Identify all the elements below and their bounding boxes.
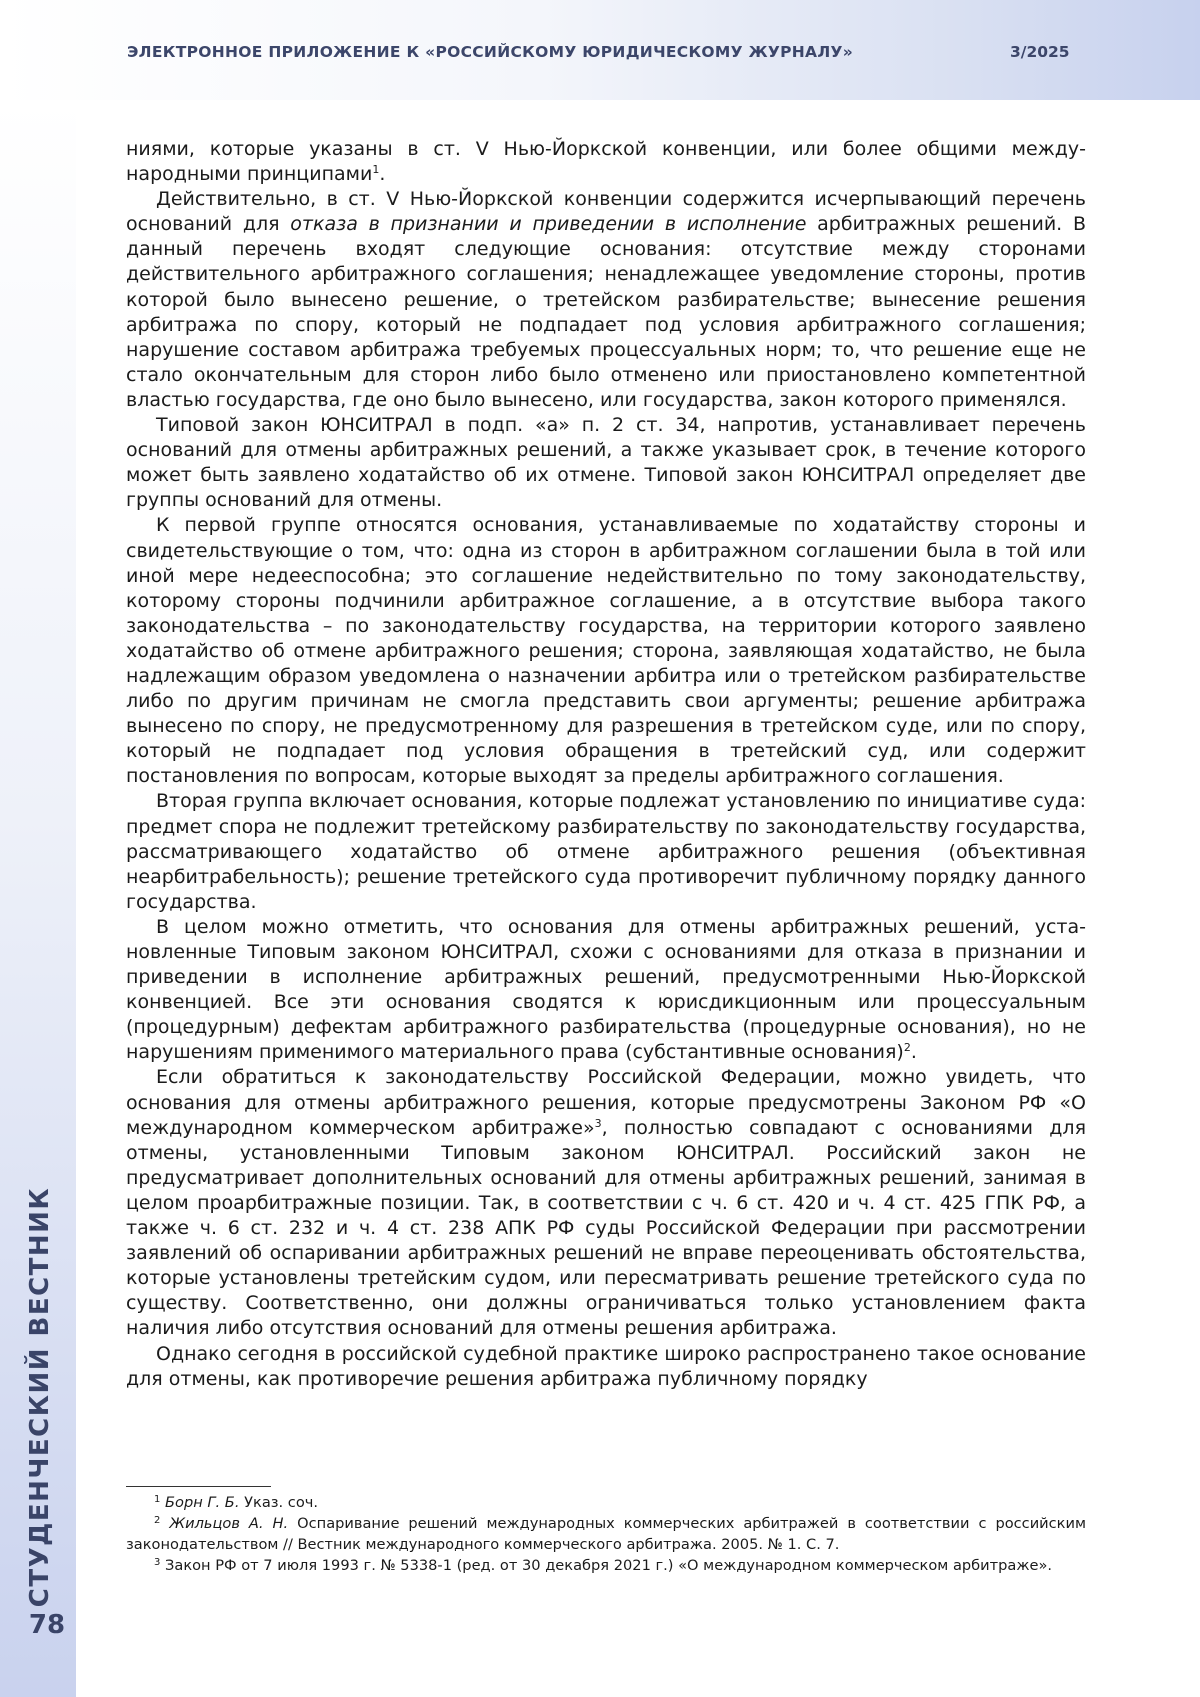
section-title: СТУДЕНЧЕСКИЙ ВЕСТНИК: [25, 1187, 55, 1607]
paragraph: Если обратиться к законодательству Российской Федерации, можно увидеть, что основания для отмены арбитражного решения, которые предусмотрены Законом РФ «О международном коммерческом арбитраже»3, полностью совпадают с основания­ми для отмены, установленными Типовым законом ЮНСИТРАЛ. Российский закон не предусматривает дополнительных оснований для отмены арбитражных решений, за­нимая в целом проарбитражные позиции. Так, в соответствии с ч. 6 ст. 420 и ч. 4 ст. 425 ГПК РФ, а также ч. 6 ст. 232 и ч. 4 ст. 238 АПК РФ суды Российской Федерации при рас­смотрении заявлений об оспаривании арбитражных решений не вправе переоце­нивать обстоятельства, которые установлены третейским судом, или пересматривать решение третейского суда по существу. Соответственно, они должны ограничиваться только установлением факта наличия либо отсутствия оснований для отмены реше­ния арбитража.: [126, 1065, 1086, 1341]
article-body: [126, 137, 1086, 1392]
footnote-divider: [126, 1486, 271, 1487]
paragraph: К первой группе относятся основания, устанавливаемые по ходатайству стороны и свидетельствующие о том, что: одна из сторон в арбитражном соглашении была в той или иной мере недееспособна; это соглашение недействительно по тому зако­нодательству, которому стороны подчинили арбитражное соглашение, а в отсутствие выбора такого законодательства – по законодательству государства, на территории которого заявлено ходатайство об отмене арбитражного решения; сторона, заявляю­щая ходатайство, не была надлежащим образом уведомлена о назначении арбитра или о третейском разбирательстве либо по другим причинам не смогла представить свои аргументы; решение арбитража вынесено по спору, не предусмотренному для разрешения в третейском суде, или по спору, который не подпадает под условия об­ращения в третейский суд, или содержит постановления по вопросам, которые вы­ходят за пределы арбитражного соглашения.: [126, 513, 1086, 789]
footnote: 3 Закон РФ от 7 июля 1993 г. № 5338-1 (ред. от 30 декабря 2021 г.) «О международном коммерческом арбитраже».: [126, 1555, 1086, 1576]
issue-number: 3/2025: [1010, 43, 1070, 61]
paragraph: Однако сегодня в российской судебной практике широко распространено такое основание для отмены, как противоречие решения арбитража публичному порядку: [126, 1342, 1086, 1392]
footnote: 1 Борн Г. Б. Указ. соч.: [126, 1492, 1086, 1513]
paragraph: Вторая группа включает основания, которые подлежат установлению по иници­ативе суда: предмет спора не подлежит третейскому разбирательству по законода­тельству государства, рассматривающего ходатайство об отмене арбитражного ре­шения (объективная неарбитрабельность); решение третейского суда противоречит публичному порядку данного государства.: [126, 789, 1086, 914]
footnote: 2 Жильцов А. Н. Оспаривание решений международных коммерческих арбитражей в соответствии с российским законодательством // Вестник международного коммерческого арбитража. 2005. № 1. С. 7.: [126, 1513, 1086, 1555]
paragraph: Действительно, в ст. V Нью-Йоркской конвенции содержится исчерпывающий пе­речень оснований для отказа в признании и приведении в исполнение арбитраж­ных решений. В данный перечень входят следующие основания: отсутствие между сторонами действительного арбитражного соглашения; ненадлежащее уведомление стороны, против которой было вынесено решение, о третейском разбирательстве; вынесение решения арбитража по спору, который не подпадает под условия арби­тражного соглашения; нарушение составом арбитража требуемых процессуальных норм; то, что решение еще не стало окончательным для сторон либо было отменено или приостановлено компетентной властью государства, где оно было вынесено, или государства, закон которого применялся.: [126, 187, 1086, 413]
header-band: [0, 0, 1200, 100]
footnote-ref: 2: [904, 1041, 911, 1054]
footnote-ref: 3: [595, 1117, 602, 1130]
page-number: 78: [0, 1610, 94, 1640]
paragraph: Типовой закон ЮНСИТРАЛ в подп. «а» п. 2 ст. 34, напротив, устанавливает перечень оснований для отмены арбитражных решений, а также указывает срок, в течение ко­торого может быть заявлено ходатайство об их отмене. Типовой закон ЮНСИТРАЛ определяет две группы оснований для отмены.: [126, 413, 1086, 513]
journal-title: ЭЛЕКТРОННОЕ ПРИЛОЖЕНИЕ К «РОССИЙСКОМУ ЮРИДИЧЕСКОМУ ЖУРНАЛУ»: [127, 43, 853, 61]
footnote-ref: 1: [372, 163, 379, 176]
paragraph: В целом можно отметить, что основания для отмены арбитражных решений, уста­новленные Типовым законом ЮНСИТРАЛ, схожи с основаниями для отказа в призна­нии и приведении в исполнение арбитражных решений, предусмотренными Нью-Йоркской конвенцией. Все эти основания сводятся к юрисдикционным или процес­суальным (процедурным) дефектам арбитражного разбирательства (процедурные основания), но не нарушениям применимого материального права (субстантивные основания)2.: [126, 915, 1086, 1066]
paragraph: ниями, которые указаны в ст. V Нью-Йоркской конвенции, или более общими между­народными принципами1.: [126, 137, 1086, 187]
footnotes: [126, 1492, 1086, 1576]
